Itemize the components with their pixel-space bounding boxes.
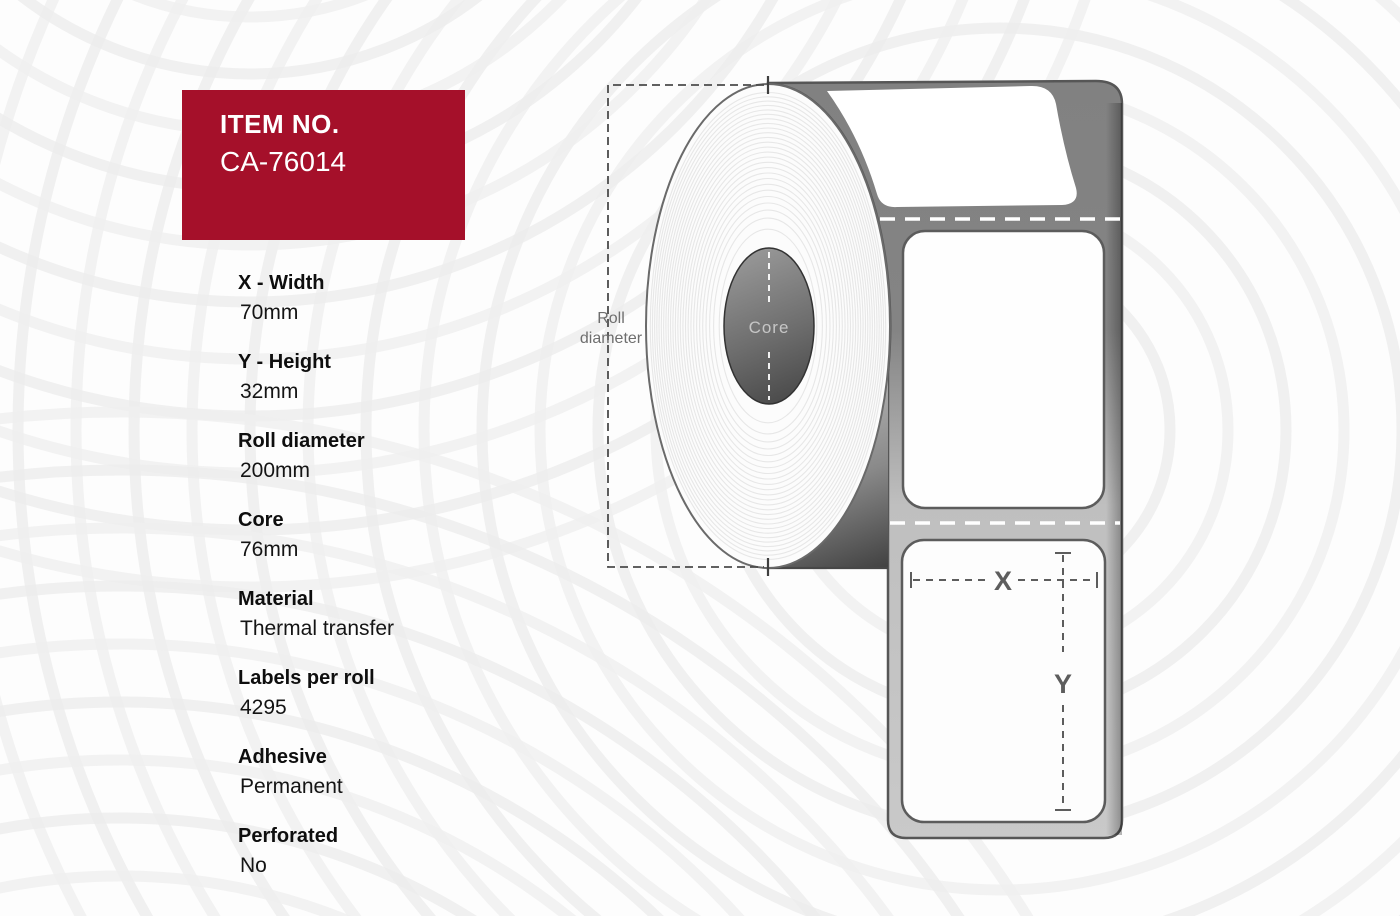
spec-label: Material — [238, 588, 314, 610]
spec-item — [238, 505, 394, 565]
spec-value: Thermal transfer — [240, 617, 395, 640]
spec-value: 70mm — [240, 301, 299, 324]
spec-item — [238, 663, 394, 723]
spec-value: 32mm — [240, 380, 299, 403]
spec-label: Labels per roll — [238, 667, 375, 689]
spec-value: Permanent — [240, 775, 343, 798]
spec-value: 4295 — [240, 696, 287, 719]
spec-label: Perforated — [238, 825, 339, 847]
spec-item — [238, 268, 394, 328]
spec-label: X - Width — [238, 272, 325, 294]
spec-label: Roll diameter — [238, 430, 365, 452]
spec-label: Y - Height — [238, 351, 331, 373]
spec-value: 76mm — [240, 538, 299, 561]
y-dimension-label: Y — [1053, 669, 1073, 699]
spec-item — [238, 426, 394, 486]
core-label: Core — [748, 318, 790, 337]
spec-value: No — [240, 854, 267, 877]
item-number-card — [182, 90, 465, 240]
spec-item — [238, 821, 394, 881]
roll-diameter-annotation-line2: diameter — [579, 330, 643, 347]
strip-right-edge-shade — [1106, 103, 1122, 835]
roll-diameter-annotation-line1: Roll — [597, 310, 625, 327]
spec-label: Core — [238, 509, 284, 531]
label-blank-middle — [903, 231, 1104, 508]
spec-value: 200mm — [240, 459, 311, 482]
item-number: CA-76014 — [220, 146, 347, 177]
item-card-heading: ITEM NO. — [220, 109, 340, 139]
spec-label: Adhesive — [238, 746, 327, 768]
spec-list — [238, 268, 394, 900]
x-dimension-label: X — [993, 566, 1013, 596]
spec-item — [238, 742, 394, 802]
spec-item — [238, 347, 394, 407]
spec-item — [238, 584, 394, 644]
